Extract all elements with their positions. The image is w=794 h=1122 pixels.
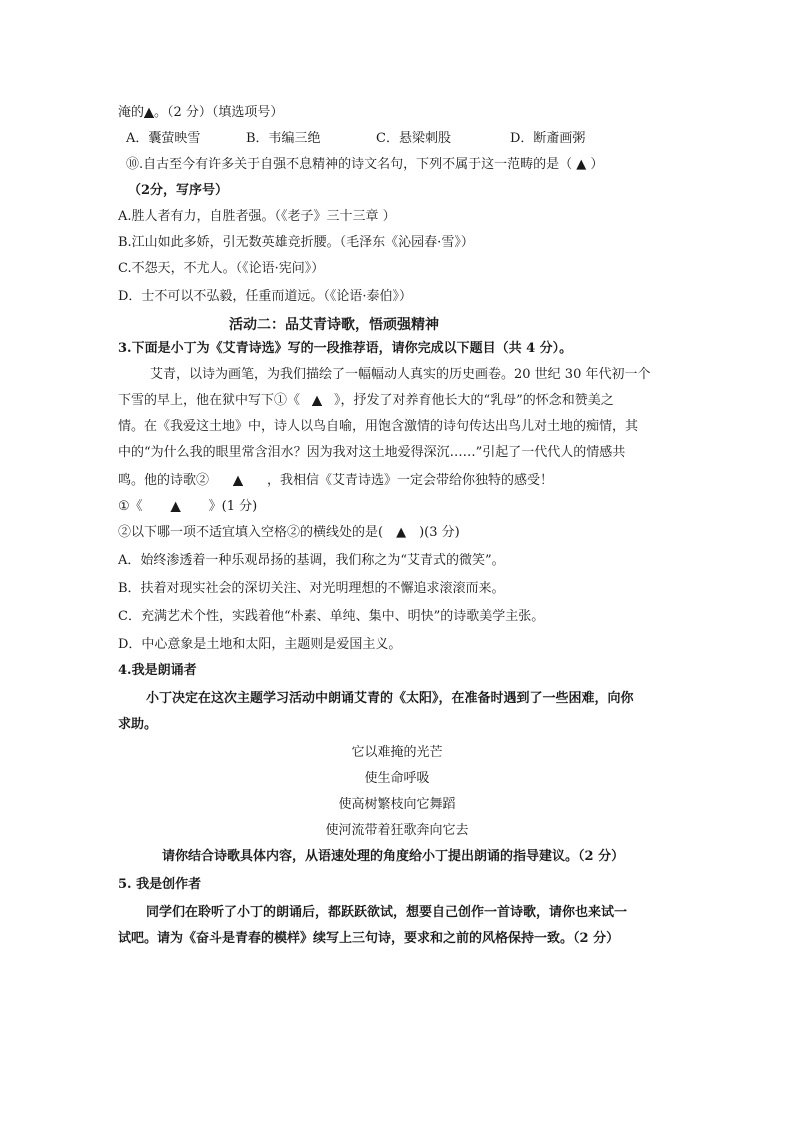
q3-option-d: D．中心意象是土地和太阳，主题则是爱国主义。 <box>118 637 402 652</box>
q3-para-line-1: 艾青，以诗为画笔，为我们描绘了一幅幅动人真实的历史画卷。20 世纪 30 年代初一个 <box>150 367 651 382</box>
q3-para-line-4: 中的“为什么我的眼里常含泪水？因为我对这土地爱得深沉……”引起了一代代人的情感共 <box>118 445 626 460</box>
q3-para-2a: 下雪的早上，他在狱中写下①《 <box>118 393 301 408</box>
q3-para-line-2 <box>118 392 614 410</box>
q3-sub1-blank: ▲ <box>170 499 181 514</box>
q3-option-a: A．始终渗透着一种乐观昂扬的基调，我们称之为“艾青式的微笑”。 <box>118 553 505 568</box>
q3-blank-2: ▲ <box>233 473 244 488</box>
q3-para-line-3: 情。在《我爱这土地》中，诗人以鸟自喻，用饱含激情的诗句传达出鸟儿对土地的痴情，其 <box>118 419 639 434</box>
q10-option-b: B.江山如此多娇，引无数英雄竞折腰。（毛泽东《沁园春·雪》） <box>118 235 474 250</box>
q3-para-2b: 》，抒发了对养育他长大的“乳母”的怀念和赞美之 <box>334 393 614 408</box>
poem-line-2: 使生命呼吸 <box>364 771 430 786</box>
q5-heading: 5. 我是创作者 <box>118 877 202 892</box>
q4-heading: 4.我是朗诵者 <box>118 663 197 678</box>
poem-line-1: 它以难掩的光芒 <box>351 745 443 760</box>
q3-blank-1: ▲ <box>312 393 323 408</box>
q10-option-a: A.胜人者有力，自胜者强。（《老子》三十三章 ） <box>118 209 396 224</box>
q4-intro-line-1: 小丁决定在这次主题学习活动中朗诵艾青的《太阳》，在准备时遇到了一些困难，向你 <box>146 691 634 706</box>
q9-option-c: C．悬梁刺股 <box>376 131 451 146</box>
q3-sub1-prefix: ①《 <box>118 499 143 514</box>
q9-options <box>126 130 585 148</box>
q3-sub2: ②以下哪一项不适宜填入空格②的横线处的是( ▲ )(3 分) <box>118 525 460 540</box>
q9-stem-line <box>118 104 283 122</box>
q3-sub1 <box>118 498 257 516</box>
q3-option-b: B．扶着对现实社会的深切关注、对光明理想的不懈追求滚滚而来。 <box>118 581 505 596</box>
q10-stem: ⑩.自古至今有许多关于自强不息精神的诗文名句，下列不属于这一范畴的是（ ▲ ） <box>126 157 604 172</box>
q10-option-d: D．士不可以不弘毅，任重而道远。（《论语·泰伯》） <box>118 289 413 304</box>
q5-text-line-1: 同学们在聆听了小丁的朗诵后，都跃跃欲试，想要自己创作一首诗歌，请你也来试一 <box>146 905 628 920</box>
q9-blank: ▲ <box>144 105 155 120</box>
poem-line-3: 使高树繁枝向它舞蹈 <box>338 797 456 812</box>
q4-intro-line-2: 求助。 <box>118 717 158 732</box>
poem-line-4: 使河流带着狂歌奔向它去 <box>325 823 469 838</box>
q9-option-d: D．断齑画粥 <box>510 131 586 146</box>
q3-sub1-suffix: 》(1 分) <box>208 499 258 514</box>
q3-heading: 3.下面是小丁为《艾青诗选》写的一段推荐语，请你完成以下题目（共 4 分）。 <box>118 341 573 356</box>
q3-para-5a: 鸣。他的诗歌② <box>118 473 210 488</box>
activity2-title: 活动二：品艾青诗歌，悟顽强精神 <box>229 317 439 333</box>
q3-para-line-5 <box>118 472 553 490</box>
q3-option-c: C．充满艺术个性，实践着他“朴素、单纯、集中、明快”的诗歌美学主张。 <box>118 609 545 624</box>
q9-option-a: A．囊萤映雪 <box>126 131 201 146</box>
q10-score: （2分，写序号） <box>128 183 229 198</box>
q10-option-c: C.不怨天，不尤人。（《论语·宪问》） <box>118 261 325 276</box>
q5-text-line-2: 试吧。请为《奋斗是青春的模样》续写上三句诗，要求和之前的风格保持一致。（2 分） <box>118 931 620 946</box>
q4-task: 请你结合诗歌具体内容，从语速处理的角度给小丁提出朗诵的指导建议。（2 分） <box>162 849 625 864</box>
q3-para-5b: ，我相信《艾青诗选》一定会带给你独特的感受！ <box>267 473 554 488</box>
q9-tail: 。（2 分）（填选项号） <box>154 105 284 120</box>
q9-option-b: B．韦编三绝 <box>246 131 321 146</box>
q9-stem: 淹的 <box>118 105 145 120</box>
